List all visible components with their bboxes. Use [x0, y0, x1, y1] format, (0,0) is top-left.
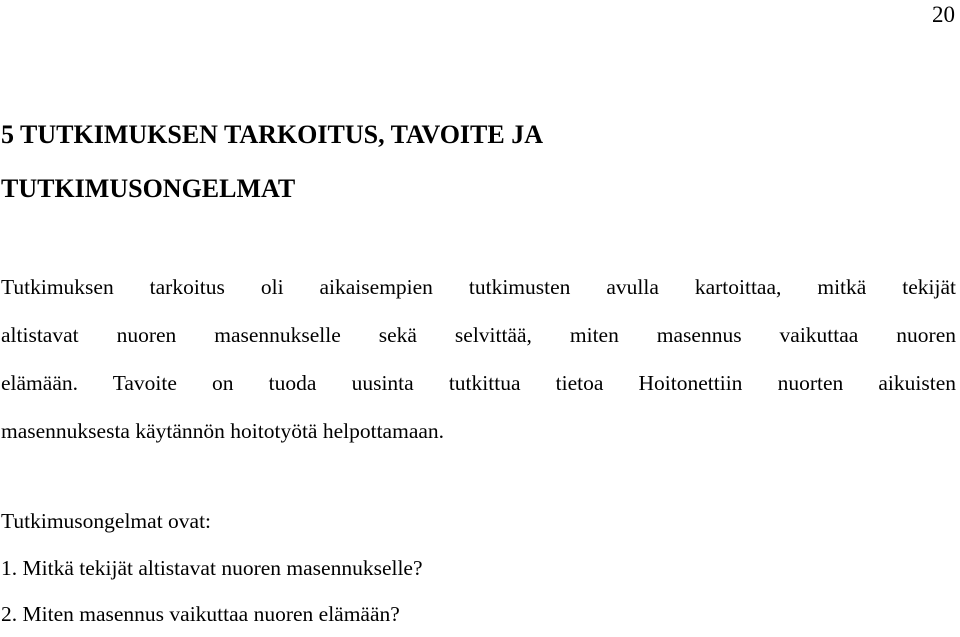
page-number: 20	[932, 2, 955, 27]
research-problems-title: Tutkimusongelmat ovat:	[1, 509, 212, 533]
paragraph-line: Tutkimuksen tarkoitus oli aikaisempien tutkimusten avulla kartoittaa, mitkä tekijät	[1, 275, 956, 299]
research-problem-item: 1. Mitkä tekijät altistavat nuoren masennukselle?	[1, 556, 423, 580]
paragraph-line: elämään. Tavoite on tuoda uusinta tutkittua tietoa Hoitonettiin nuorten aikuisten	[1, 371, 956, 395]
research-problem-item: 2. Miten masennus vaikuttaa nuoren elämään?	[1, 602, 400, 626]
chapter-heading	[1, 108, 951, 216]
research-problems-list	[1, 545, 423, 637]
chapter-heading-line-2: TUTKIMUSONGELMAT	[1, 174, 296, 203]
paragraph-line: altistavat nuoren masennukselle sekä selvittää, miten masennus vaikuttaa nuoren	[1, 323, 956, 347]
paragraph-line: masennuksesta käytännön hoitotyötä helpottamaan.	[1, 419, 445, 443]
purpose-paragraph	[1, 263, 956, 455]
chapter-heading-line-1: 5 TUTKIMUKSEN TARKOITUS, TAVOITE JA	[1, 120, 544, 149]
